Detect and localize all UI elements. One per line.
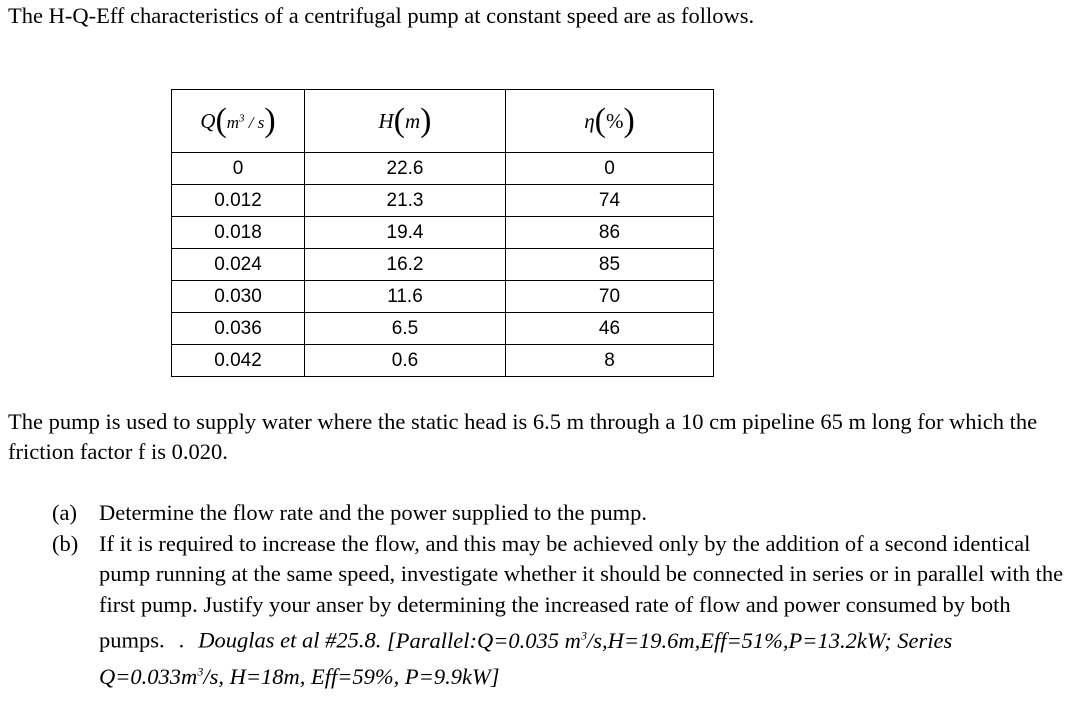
cell-head: 19.4 [305,217,506,249]
question-a-marker: (a) [52,500,77,525]
book-reference: Douglas et al #25.8. [198,627,382,653]
answer-key: [Parallel:Q=0.035 $m^3/s,H=19.6m,Eff=51\%,P=13.2kW$; Series $Q=0.033m^3/s$, H=18m, Eff=59%, P=9.9kW] [99,627,953,689]
cell-head: 6.5 [305,313,506,345]
problem-statement: The pump is used to supply water where the static head is 6.5 m through a 10 cm pipeline 65 m long for which the friction factor f is 0.020. [8,409,1038,464]
table-row [172,313,714,345]
cell-flow-rate: 0.030 [172,281,305,313]
question-b [8,529,1072,693]
question-a [8,498,1072,529]
table-row [172,185,714,217]
question-b-marker: (b) [52,530,79,556]
cell-flow-rate: 0.012 [172,185,305,217]
cell-flow-rate: 0.018 [172,217,305,249]
table-row [172,345,714,377]
question-b-dot: . [178,627,185,653]
cell-head: 11.6 [305,281,506,313]
header-efficiency: η(%) [506,90,714,153]
cell-flow-rate: 0 [172,153,305,185]
header-head: H(m) [305,90,506,153]
cell-efficiency: 46 [506,313,714,345]
cell-efficiency: 0 [506,153,714,185]
cell-efficiency: 74 [506,185,714,217]
pump-characteristics-table [171,89,714,377]
question-b-text: If it is required to increase the flow, and this may be achieved only by the addition of a second identical pump running at the same speed, investigate whether it should be connected in series or in parallel with the first pump. Justify your anser by determining the increased rate of flow and power consumed by both pumps. [99,530,1064,653]
question-list [8,498,1072,692]
cell-efficiency: 8 [506,345,714,377]
table-row [172,217,714,249]
cell-efficiency: 70 [506,281,714,313]
table-row [172,153,714,185]
cell-flow-rate: 0.036 [172,313,305,345]
cell-efficiency: 85 [506,249,714,281]
cell-efficiency: 86 [506,217,714,249]
question-a-text: Determine the flow rate and the power supplied to the pump. [99,500,647,525]
cell-flow-rate: 0.024 [172,249,305,281]
cell-head: 16.2 [305,249,506,281]
cell-head: 22.6 [305,153,506,185]
cell-head: 0.6 [305,345,506,377]
cell-head: 21.3 [305,185,506,217]
header-flow-rate: $Q(m^3 / s)$ [172,90,305,153]
intro-text: The H-Q-Eff characteristics of a centrifugal pump at constant speed are as follows. [8,3,755,28]
table-row [172,281,714,313]
table-header-row [172,90,714,153]
table-row [172,249,714,281]
cell-flow-rate: 0.042 [172,345,305,377]
